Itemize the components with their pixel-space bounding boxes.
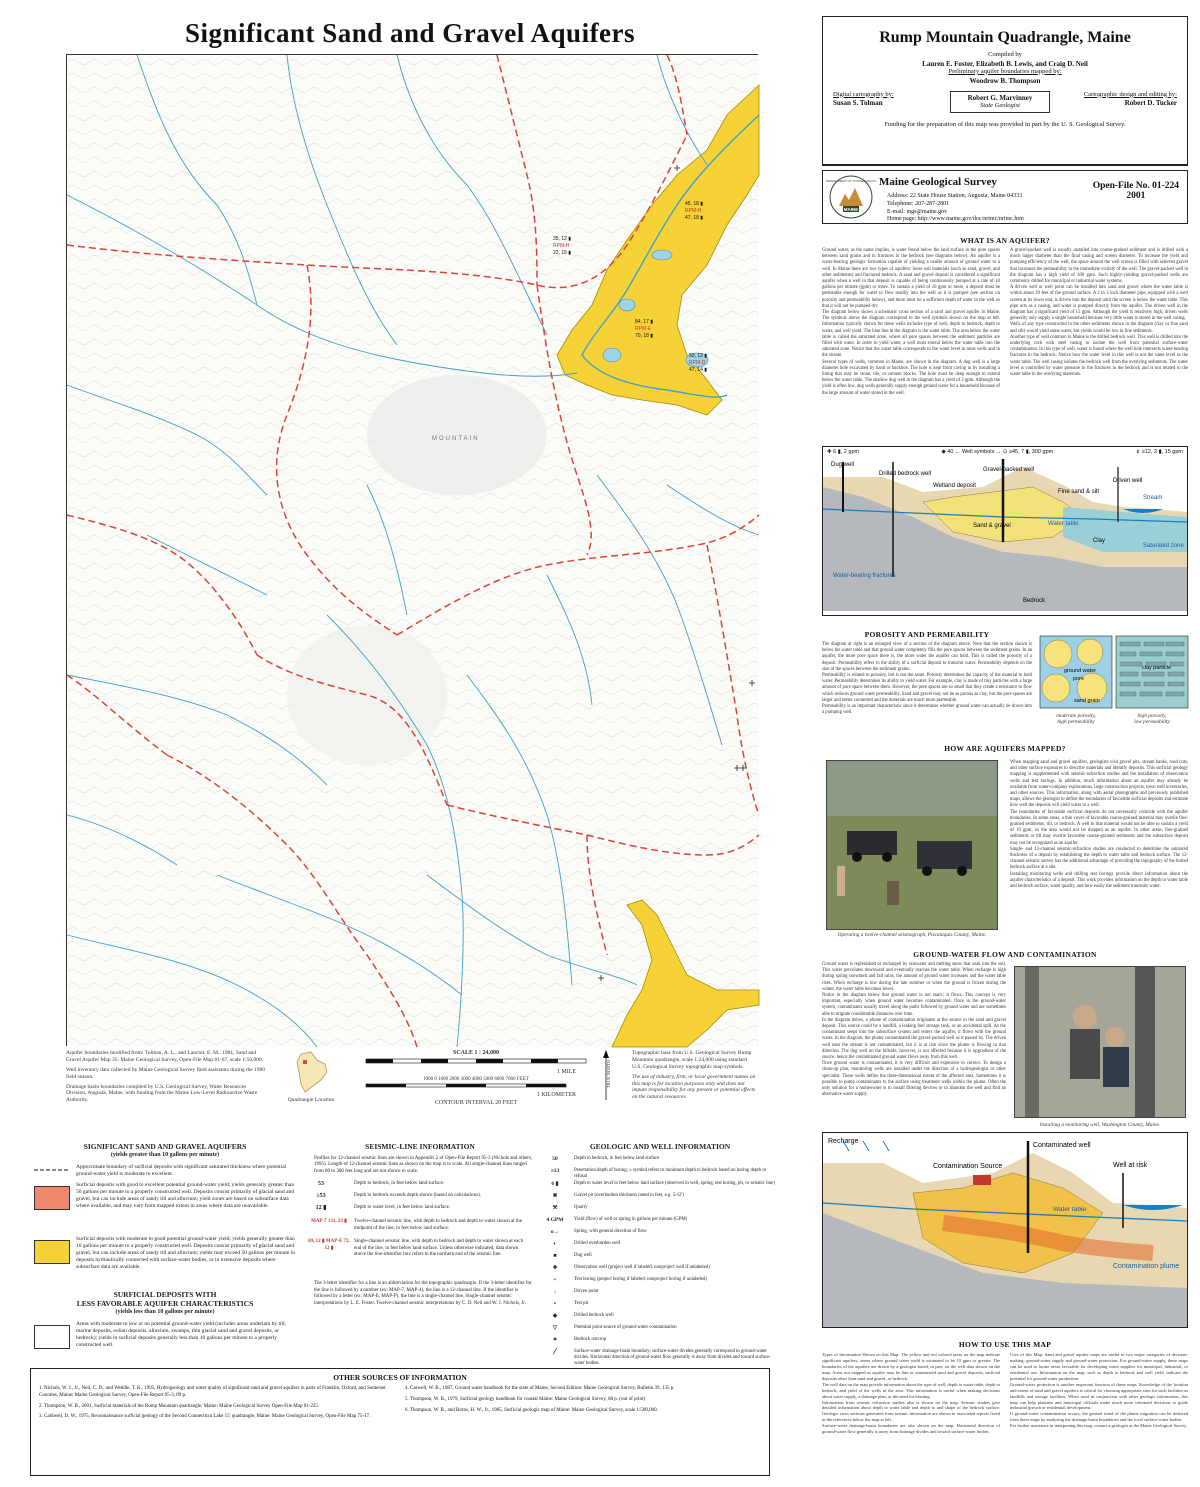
geo-row	[540, 1277, 780, 1288]
paragraph: A gravel-packed well is usually installed into coarse-grained sediment and is drilled with a much larger diameter than the final casing and screen diameter. To increase the yield and pumping efficiency of the well, the space around the well screen is filled with selected gravel that increases the permeability in the immediate vicinity of the well. The gravel-packed well in the diagram has a high yield of 300 gpm. Such highly-yielding gravel-packed wells are commonly drilled for municipal or industrial water systems.	[1010, 248, 1188, 285]
photo-scene	[1015, 967, 1185, 1117]
label-ground-water: ground water	[1064, 668, 1097, 674]
well-symbol-driven: ↡ ≥12, 2 ▮, 15 gpm	[1135, 449, 1183, 455]
geo-symbol: ≥13	[550, 1167, 560, 1174]
paragraph: The well data on the map provide information about the type of well, depth to water table, depth to bedrock, and yield of the wells in the area. This information is useful when making decisions about water supply, a drainage plan, or the need for blasting.	[822, 1381, 1000, 1399]
boundary-line-icon	[34, 1168, 70, 1172]
paragraph: Surface-water drainage-basin boundaries are also shown on the map. Horizontal direction of ground-water flow generally is away from drainage divides and toward surface-water bodies.	[822, 1423, 1000, 1435]
open-file-number: Open-File No. 01-224	[1092, 181, 1179, 191]
label-sand-gravel: Sand & gravel	[973, 523, 1011, 529]
hill-terrain	[287, 625, 447, 765]
paragraph: If ground-water contamination occurs, the general trend of the plume migration can be deduced from these maps by analyzing the drainage basin boundaries and the local surface-water bodies.	[1010, 1411, 1188, 1423]
geo-symbol: o→	[550, 1228, 560, 1235]
white-deposit-swatch	[34, 1325, 70, 1349]
how-to-col-2	[1010, 1352, 1188, 1429]
well-label[interactable]: 22, 15 ▮	[553, 250, 572, 256]
geologic-well-legend	[540, 1142, 780, 1364]
label-gravel-packed: Gravel-packed well	[983, 467, 1035, 473]
red-aquifer-swatch	[34, 1186, 70, 1210]
scale-bar-graphic	[366, 1058, 586, 1066]
seismic-row: Depth to bedrock, in feet below land surface.	[354, 1181, 445, 1187]
geo-row	[540, 1241, 780, 1252]
label-clay: Clay	[1093, 538, 1106, 544]
label-sand-grain: sand grain	[1074, 698, 1100, 704]
pond	[619, 299, 635, 311]
paragraph: When mapping sand and gravel aquifers, geologists visit gravel pits, stream banks, road cuts, and other surface exposures to describe materials and identify deposits. This surficial geology mapping is supplemented with seismic-refraction studies and the installation of observation wells and test borings. In addition, much information about an aquifer may already be available from water-company explorations, large construction projects, town well inventories, and other sources. This information, along with aerial photographs and previously published maps, allows the geologist to define the boundaries of favorable surficial deposits and estimate how well the deposits will yield water to a well.	[1010, 760, 1188, 809]
label-fractures: Water-bearing fractures	[833, 573, 896, 579]
label-recharge: Recharge	[828, 1138, 859, 1145]
geo-row	[540, 1313, 780, 1324]
disclaimer: The use of industry, firm, or local government names on this map is for location purposes only and does not impute responsibility for any present or potential effects on the natural resources.	[632, 1073, 756, 1101]
geo-row	[540, 1301, 780, 1312]
label-fine-sand: Fine sand & silt	[1058, 489, 1100, 495]
how-to-col-1	[822, 1352, 1000, 1435]
label-dug-well: Dug well	[831, 462, 855, 468]
seal-state: MAINE	[843, 207, 859, 212]
geo-row-text: Depth to water level in feet below land surface (observed in well, spring, test boring, pit, or seismic line)	[574, 1180, 775, 1186]
paragraph: Information from seismic refraction studies also is shown on the map. Seismic studies give detailed information about depth to water table and depth to and shape of the bedrock surface. Geologic cross sections generated from seismic information are shown in associated reports listed in the references below the map at left.	[822, 1399, 1000, 1423]
mgs-name: Maine Geological Survey	[879, 176, 997, 188]
state-geologist-name: Robert G. Marvinney	[967, 93, 1033, 102]
contamination-cross-section	[822, 1132, 1188, 1328]
cross-section-diagram	[823, 457, 1187, 611]
paragraph: Installing monitoring wells and drilling test borings provide direct information about the aquifer characteristics of a deposit. This work provides information on the depth to water table and bedrock surface, water quality, and how easily the sediment transmits water.	[1010, 871, 1188, 890]
legend-heading-2b: LESS FAVORABLE AQUIFER CHARACTERISTICS	[76, 1299, 254, 1309]
seismic-note: The 3-letter identifier for a line is an abbreviation for the topographic quadrangle. If the 3-letter identifier for the line is followed by a number (ex: MAP-7, MAP-4), the line is a 12-channel line. If the identifier is followed by a letter (ex: MAP-E, MAP-P), the line is a single-channel line. Single-channel seismic interpretations by L. E. Foster. Twelve-channel seismic interpretations by C. D. Neil and W. J. Nichols, Jr.	[314, 1281, 532, 1306]
geo-symbol: ✚	[552, 1264, 558, 1271]
paragraph: Ground-water protection is another important function of these maps. Knowledge of the location and extent of sand and gravel aquifers is critical for choosing appropriate sites for such facilities as landfills and storage facilities. When used in conjunction with other geologic information, this map can help planners and municipal officials make much more informed decisions to guide industrial growth or residential development.	[1010, 1381, 1188, 1411]
digital-label: Digital cartography by:	[833, 90, 894, 98]
geo-row-text: Quarry	[574, 1204, 588, 1210]
topographic-map[interactable]	[67, 55, 759, 1047]
geo-row	[540, 1325, 780, 1336]
digital-name: Susan S. Tolman	[833, 99, 883, 108]
legend-heading: SIGNIFICANT SAND AND GRAVEL AQUIFERS	[83, 1142, 247, 1151]
seismic-heading: SEISMIC-LINE INFORMATION	[365, 1142, 475, 1151]
well-label[interactable]: 50, 12 ▮	[689, 353, 708, 359]
geo-row-text: Penetration depth of boring; ≥ symbol refers to minimum depth to bedrock based on boring depth or refusal	[574, 1167, 767, 1179]
place-label: MOUNTAIN	[432, 436, 480, 442]
legend-sub-2: (yields less than 10 gallons per minute)	[115, 1309, 215, 1316]
paragraph: Permeability is related to porosity, but is not the same. Porosity determines the capacity of the material to hold water. Permeability determines its ability to yield water. For example, clay is made of tiny particles with a large amount of pore space between them. However, the pore spaces are so small that they create a resistance to flow which reduces ground water permeability. Sand and gravel may not be as porous as clay, but the pore spaces are larger and better connected and the materials are much more permeable.	[822, 673, 1032, 703]
mgs-address: Address: 22 State House Station, Augusta, Maine 04333	[887, 193, 1023, 199]
pond	[652, 250, 672, 260]
label-drilled-bedrock: Drilled bedrock well	[879, 471, 932, 477]
geo-row	[540, 1229, 780, 1240]
geo-symbol: ⚒	[552, 1204, 558, 1211]
geo-symbol: ■	[553, 1252, 557, 1259]
well-symbol-center: ◆ 40 ← Well symbols → ⊙ ≥45, 7 ▮, 300 gpm	[941, 449, 1054, 455]
compiled-by-label: Compiled by	[988, 51, 1022, 58]
label-contaminated-well: Contaminated well	[1033, 1142, 1091, 1149]
paragraph: Several types of wells, common in Maine, are shown in the diagram. A dug well is a large diameter hole excavated by hand or backhoe. The hole is kept from caving in by installing a lining that may be stone, tile, or cement blocks. The hole must be deep enough to extend below the water table. The shallow dug well in the diagram has a yield of 2 gpm. Although the yield is often low, dug wells generally supply enough ground water for a household because of the large amount of water stored in the well.	[822, 359, 1000, 396]
caption-left-1: moderate porosity,	[1056, 713, 1096, 719]
funding-note: Funding for the preparation of this map was provided in part by the U. S. Geological Survey.	[884, 121, 1126, 129]
caption-left-2: high permeability	[1057, 719, 1095, 725]
geo-row-text: Spring, with general direction of flow	[574, 1228, 647, 1234]
mapped-text	[1010, 760, 1188, 890]
paragraph: Ground water is replenished or recharged by rainwater and melting snow that soak into the soil. This water percolates downward and eventually reaches the water table. When recharge is high during spring snowmelt and fall rains, the amount of ground water increases and the water table rises. When recharge is low during the late summer or when the ground is frozen during the winter, the water table becomes lower.	[822, 962, 1006, 992]
scale-feet: 1000 0 1000 2000 3000 4000 5000 6000 7000 FEET	[423, 1076, 529, 1082]
well-symbol-dug: ✚ 6 ▮, 2 gpm	[827, 449, 860, 455]
seismograph-caption: Operating a twelve-channel seismograph, Piscataquis County, Maine.	[837, 932, 987, 938]
well-label[interactable]: 47, 18 ▮	[685, 215, 704, 221]
geo-symbol: 6 ▮	[551, 1180, 559, 1187]
what-is-aquifer-heading: WHAT IS AN AQUIFER?	[960, 236, 1050, 245]
reference: 4. Caswell, W. B., 1987, Ground water handbook for the state of Maine, Second Edition: Maine Geological Survey, Bulletin 39, 135 p.	[405, 1386, 675, 1391]
well-label[interactable]: 35, 12 ▮	[553, 236, 572, 242]
geo-row-text: Drilled bedrock well	[574, 1312, 614, 1318]
seismic-line-id[interactable]: RPM-E	[635, 326, 652, 332]
legend-red-text: Surficial deposits with good to excellent potential ground-water yield; yields generally greater than 50 gallons per minute to a properly constructed well. Deposits consist primarily of glacial sand and gravel, but can include areas of sandy till and alluvium; yield zones are based on subsurface data where available, and may vary from mapped extent in areas where data are unavailable.	[76, 1181, 295, 1209]
well-label[interactable]: 70, 18 ▮	[635, 333, 654, 339]
paragraph: The boundaries of favorable surficial deposits do not necessarily coincide with the aquifer boundaries. In some areas, a thin cover of favorable coarse-grained material may overlie fine-grained sediments, till, or bedrock. A well in that material would not be able to sustain a yield of 10 gpm, so the area would not be mapped as an aquifer. In other areas, fine-grained sediments or till may overlie favorable coarse-grained sediments and the subsurface deposit may not be recognized as an aquifer.	[1010, 809, 1188, 846]
seismic-sym-single: 69, 12 ▮ MAP-E 72, 12 ▮	[308, 1239, 350, 1251]
reference: 6. Thompson, W. B., and Borns, H. W., Jr., 1985, Surficial geologic map of Maine: Maine Geological Survey, scale 1:500,000.	[405, 1407, 658, 1413]
paragraph: Types of Information Shown on this Map: The yellow and red colored areas on the map indicate significant aquifers, zones where ground water yield is estimated to be 10 gpm or greater. The boundaries of the aquifers are drawn by a geologist based, in part, on the well data shown on the map. Areas not mapped as aquifer may be thin or unsaturated sand and gravel deposits, surficial deposits other than sand and gravel, or bedrock.	[822, 1352, 1000, 1381]
mgs-info-box	[822, 170, 1188, 224]
label-well-at-risk: Well at risk	[1113, 1162, 1148, 1169]
quad-title: Rump Mountain Quadrangle, Maine	[879, 29, 1131, 46]
label-water-table: Water table	[1053, 1206, 1086, 1213]
paragraph: In the diagram below, a plume of contamination originates at the source in the sand and gravel deposit. This source could be a landfill, a leaking fuel storage tank, or an accidental spill. As the contaminant seeps into the subsurface system and enters the aquifer, it flows with the ground water. In the diagram, the plume contaminated the gravel-packed well as it passed by. The driven well near the stream is not contaminated, but it is at risk since the plume is flowing in that direction. The dug well on the hillside, however, is not affected because it is upgradient of the source, hence the contaminated ground water flows away from this well.	[822, 1017, 1006, 1061]
label-clay-particle: clay particle	[1142, 665, 1172, 671]
paragraph: The diagram at right is an enlarged view of a section of the diagram above. Note that the section shown is below the water table and that ground water completely fills the pore spaces between the sediment grains. In an aquifer, the more pore space there is, the more water the aquifer can hold. This is called the porosity of a deposit. Permeability refers to the ability of a surficial deposit to transmit water. Permeability depends on the size of the spaces between the sediment grains.	[822, 642, 1032, 672]
yellow-aquifer-swatch	[34, 1240, 70, 1264]
reference: 2. Thompson, W. B., 2001, Surficial materials of the Rump Mountain quadrangle, Maine: Maine Geological Survey Open-File Map 01-225.	[39, 1403, 320, 1409]
geo-row	[540, 1349, 780, 1367]
paragraph: For further assistance in interpreting this map, contact a geologist at the Maine Geological Survey.	[1010, 1423, 1188, 1429]
other-sources-box	[30, 1368, 770, 1476]
porosity-text	[822, 642, 1032, 716]
paragraph: Permeability is an important characteristic since it determines whether ground water can actually be drawn into a pumping well.	[822, 704, 1032, 716]
mgs-email[interactable]: E-mail: mgs@maine.gov	[887, 208, 948, 215]
maine-seal-icon	[826, 174, 876, 220]
geo-symbol: ↓	[553, 1288, 557, 1295]
drainage-note: Drainage basin boundaries compiled by U.S. Geological Survey, Water Resources Division, Augusta, Maine, with funding from the Maine Low-Level Radioactive Waste Authority.	[66, 1083, 258, 1104]
scale-label: SCALE 1 : 24,000	[452, 1050, 499, 1056]
monitoring-well-photo	[1014, 966, 1186, 1118]
aquifer-cross-section	[822, 446, 1188, 616]
geo-row-text: Dug well	[574, 1252, 592, 1258]
seismic-sym-water: 12 ▮	[315, 1205, 327, 1212]
geo-symbol: ◐	[553, 1240, 557, 1247]
geo-symbol: ▪	[554, 1300, 556, 1307]
label-plume: Contamination plume	[1113, 1263, 1180, 1270]
maine-outline-icon	[291, 1050, 331, 1094]
geo-symbol: ▽	[552, 1324, 558, 1331]
geo-symbol: 50	[552, 1155, 558, 1162]
seismograph-photo	[826, 760, 998, 930]
geo-row	[540, 1193, 780, 1204]
geo-symbol: ✖	[552, 1192, 558, 1199]
scale-km: 1 KILOMETER	[536, 1092, 576, 1099]
state-geologist-title: State Geologist	[980, 101, 1020, 109]
geo-row-text: Drilled overburden well	[574, 1240, 621, 1246]
true-north-label: TRUE NORTH	[606, 1060, 611, 1089]
well-label[interactable]: 84, 17 ▮	[635, 319, 654, 325]
paragraph: Ground water, as the name implies, is water found below the land surface in the pore spaces between sand grains and in fractures in the bedrock (see diagrams below). An aquifer is a water-bearing geologic formation capable of yielding a usable amount of ground water to a well. In Maine there are two types of aquifers: loose soil materials (such as sand, gravel, and other sediments) and fractured bedrock. A sand and gravel deposit is considered a significant aquifer when a well in that deposit is capable of being continuously pumped at a rate of 10 gallons per minute (gpm) or more. To sustain a yield of 10 gpm or more, a deposit must be permeable enough for water to flow readily into the well as it is pumped (see section on porosity and permeability below), and there must be a sufficient depth of water in the well so that it will not be pumped dry.	[822, 248, 1000, 309]
geo-row-text: Bedrock outcrop	[574, 1336, 607, 1342]
flow-heading: GROUND-WATER FLOW AND CONTAMINATION	[913, 950, 1097, 959]
compilers: Lauren E. Foster, Elizabeth B. Lewis, and Craig D. Neil	[922, 59, 1088, 68]
seismic-row: Depth to water level, in feet below land surface.	[354, 1205, 451, 1211]
seismic-intro: Profiles for 12-channel seismic lines are shown in Appendix 2 of Open-File Report 95-3 (Nichols and others, 1995). Length of 12-channel seismic lines as shown on the map is to scale. All single-channel lines ranged from 80 to 300 feet long and are not shown to scale.	[314, 1155, 533, 1174]
seismic-row: Single-channel seismic line, with depth to bedrock and depth to water shown at each end of the line, in feet below land surface. Unless otherwise indicated, data shown above the line-identifier box refers to the northern end of the seismic line.	[354, 1239, 524, 1258]
paragraph: Once ground water is contaminated, it is very difficult and expensive to correct. To design a clean-up plan, monitoring wells are installed under the direction of a hydrogeologist or other specialist. These wells define the three-dimensional extent of the affected area. Sometimes it is possible to pump contaminants to the surface using treatment wells within the plume. Often the only solution for a homeowner is to install filtering devices or to abandon the well and find an alternative water supply.	[822, 1061, 1006, 1098]
contamination-diagram	[823, 1133, 1187, 1327]
geo-symbol: +	[553, 1276, 557, 1283]
map-marginalia	[66, 1050, 758, 1122]
seismic-sym-depth: 53	[318, 1181, 324, 1188]
label-saturated-zone: Saturated zone	[1143, 543, 1184, 549]
geo-row	[540, 1156, 780, 1167]
seismic-line-id[interactable]: RPM-H	[685, 208, 702, 214]
seismic-sym-exceeds: ≥53	[316, 1193, 326, 1200]
geo-row-text: Depth to bedrock, in feet below land surface	[574, 1155, 660, 1161]
label-pore: pore	[1073, 676, 1085, 682]
paragraph: A driven well or well point can be installed into sand and gravel where the water table is within about 20 feet of the ground surface. A 2 to 3 inch diameter pipe, equipped with a well screen at its lower end, is driven into the deposit until the screen is below the water table. This pipe acts as a casing, and water is pumped directly from the aquifer. The driven well in the diagram has a significant yield of 15 gpm. Although the yield is relatively high, driven wells generally only supply a single household because very little water is stored in the well casing.	[1010, 285, 1188, 322]
prelim-name: Woodrow B. Thompson	[969, 76, 1041, 85]
geo-symbol: ◆	[552, 1312, 558, 1319]
prelim-label: Preliminary aquifer boundaries mapped by:	[948, 67, 1062, 75]
legend-boundary-text: Approximate boundary of surficial deposits with significant saturated thickness where potential ground-water yield is moderate to excellent.	[76, 1163, 287, 1177]
geo-row-text: Driven point	[574, 1288, 599, 1294]
paragraph: Single- and 12-channel seismic-refraction studies are conducted to determine the saturated thickness of a deposit by establishing the depth to water table and bedrock surface. The 12-channel seismic survey has the additional advantage of providing the topography of the buried bedrock surface at a site.	[1010, 846, 1188, 871]
what-is-col-2	[1010, 248, 1188, 378]
label-wetland: Wetland deposit	[933, 483, 976, 489]
pond	[603, 348, 621, 362]
geo-row-text: Test pit	[574, 1300, 589, 1306]
geo-row-text: Potential point source of ground-water contamination	[574, 1324, 677, 1330]
paragraph: Another type of well common in Maine is the drilled bedrock well. This well is drilled into the underlying rock with steel casing to isolate the well from potential surface-water contamination. In this type of well, water is found where the well hole intersects water-bearing fractures in the bedrock. Notice how the water level in this well is not the same level as the water table. The well casing isolates the bedrock well from the overlying sediments. The water level is controlled by water pressure in the fractures in the bedrock and is not related to the water table in the overlying materials.	[1010, 334, 1188, 378]
seismic-row: Depth to bedrock exceeds depth shown (based on calculations).	[354, 1193, 482, 1199]
caption-right-1: high porosity,	[1137, 713, 1167, 719]
legend-white-text: Areas with moderate to low or no potential ground-water yield (includes areas underlain by till, marine deposits, eolian deposits, alluvium, swamps, thin glacial sand and gravel deposits, or bedrock); yields in surficial deposits generally less than 10 gallons per minute to a properly constructed well.	[76, 1320, 287, 1349]
map-title: Significant Sand and Gravel Aquifers	[184, 18, 636, 48]
carto-label: Cartographic design and editing by:	[1083, 90, 1177, 98]
label-driven-well: Driven well	[1113, 478, 1143, 484]
scale-mile: 1 MILE	[556, 1069, 576, 1075]
well-inventory-note: Well inventory data collected by Maine Geological Survey field assistants during the 1980 field season.	[66, 1066, 266, 1080]
what-is-col-1	[822, 248, 1000, 397]
caption-right-2: low permeability	[1134, 719, 1170, 725]
mapped-heading: HOW ARE AQUIFERS MAPPED?	[944, 744, 1066, 753]
open-file-year: 2001	[1126, 191, 1146, 201]
geo-row	[540, 1289, 780, 1300]
mgs-homepage[interactable]: Home page: http://www.maine.gov/doc/nrimc/nrimc.htm	[887, 216, 1024, 223]
seismic-legend	[306, 1142, 534, 1364]
pore-space-graphic	[1040, 636, 1188, 708]
label-contamination-source: Contamination Source	[933, 1163, 1003, 1170]
geo-row	[540, 1217, 780, 1228]
label-water-table: Water table	[1048, 521, 1079, 527]
geo-row	[540, 1265, 780, 1276]
porosity-diagram	[1040, 636, 1188, 728]
porosity-heading: POROSITY AND PERMEABILITY	[864, 630, 990, 639]
source-note: Aquifer boundaries modified from: Tolman, A. L., and Lanctot, E. M., 1981, Sand and Gravel Aquifer Map 35: Maine Geological Survey, Open-File Map 81-67, scale 1:50,000.	[66, 1050, 264, 1063]
other-sources-heading: OTHER SOURCES OF INFORMATION	[333, 1373, 467, 1382]
reference: 5. Thompson, W. B., 1979, Surficial geology handbook for coastal Maine: Maine Geological Survey, 68 p. (out of print)	[405, 1396, 646, 1402]
photo-scene	[827, 761, 997, 929]
geo-symbol: ╱	[553, 1348, 557, 1355]
geo-row-text: Test boring (project boring if labeled; nonproject boring if unlabeled)	[574, 1276, 708, 1282]
scale-bar	[326, 1050, 626, 1107]
seismic-sym-12ch: MAP-7 131, 23 ▮	[311, 1219, 347, 1225]
geo-heading: GEOLOGIC AND WELL INFORMATION	[589, 1142, 731, 1151]
mgs-telephone: Telephone: 207-287-2801	[887, 200, 950, 207]
geo-row-text: Observation well (project well if labeled; nonproject well if unlabeled)	[574, 1264, 710, 1270]
topo-base-note: Topographic base from U.S. Geological Survey Rump Mountain quadrangle, scale 1:24,000 using standard U.S. Geological Survey topographic map symbols.	[632, 1050, 752, 1070]
reference: 3. Caldwell, D. W., 1975, Reconnaissance surficial geology of the Second Connecticut Lake 15' quadrangle, Maine: Maine Geological Survey, Open-File Map 75-17.	[39, 1414, 371, 1420]
geo-row	[540, 1168, 780, 1180]
how-to-heading: HOW TO USE THIS MAP	[958, 1340, 1052, 1349]
seismic-line-id[interactable]: RPM-H	[553, 243, 570, 249]
seismic-line-id[interactable]: RPM-D	[689, 360, 706, 366]
geo-symbol: ✶	[552, 1336, 558, 1343]
geo-row	[540, 1181, 780, 1192]
well-label[interactable]: 47, 14 ▮	[689, 367, 708, 373]
north-arrow	[594, 1050, 618, 1118]
contour-interval: CONTOUR INTERVAL 20 FEET	[434, 1099, 518, 1106]
paragraph: The diagram below shows a schematic cross section of a sand and gravel aquifer in Maine. The symbols above the diagram correspond to the well symbols shown on the map at left. Information typically shown for these wells includes type of well, depth to bedrock, depth to water, and well yield. The blue line in the diagram is the water table. The area below the water table is called the saturated zone, where all pore spaces between the sediment particles are filled with water. In order to yield water, a well must extend below the water table into the saturated zone. Notice that the water table corresponds to the water level in most wells and in the stream.	[822, 310, 1000, 359]
seismic-row: Twelve-channel seismic line, with depth to bedrock and depth to water shown at the midpoint of the line, in feet below land surface.	[354, 1219, 522, 1231]
geo-symbol: 4 GPM	[546, 1216, 564, 1223]
carto-name: Robert D. Tucker	[1124, 99, 1177, 108]
map-panel[interactable]	[66, 54, 758, 1046]
monitoring-caption: Installing a monitoring well, Washington County, Maine.	[1039, 1122, 1161, 1128]
quad-location-label: Quadrangle Location	[287, 1096, 335, 1103]
legend-sub: (yields greater than 10 gallons per minute)	[110, 1151, 220, 1158]
geo-row	[540, 1205, 780, 1216]
geo-row-text: Surface-water drainage-basin boundary; surface-water divides generally correspond to ground-water divides. Horizontal direction of ground-water flow generally is away from divides and toward surface-water bodies.	[574, 1348, 771, 1366]
paragraph: Notice in the diagram below that ground water is not static; it flows. This concept is very important, especially when ground water becomes contaminated. Once in the ground-water system, contaminants usually travel along the paths followed by ground water and are sometimes able to migrate considerable distances over time.	[822, 993, 1006, 1017]
scale-bar-km	[366, 1083, 586, 1089]
reference: 1. Nichols, W. J., Jr., Neil, C. D., and Weddle, T. K., 1995, Hydrogeology and water quality of significant sand and gravel aquifers in parts of Franklin, Oxford, and Somerset Counties, Maine: Maine Geological Survey, Open-File Report 95-3, 89 p.	[39, 1386, 386, 1398]
legend-heading-2: SURFICIAL DEPOSITS WITH	[113, 1289, 217, 1299]
geo-row-text: Yield (flow) of well or spring in gallons per minute (GPM)	[574, 1216, 688, 1222]
label-stream: Stream	[1143, 495, 1163, 501]
geo-rows	[540, 1156, 780, 1367]
geo-row	[540, 1253, 780, 1264]
geo-row-text: Gravel pit (overburden thickness noted in feet, e.g. 5-12')	[574, 1192, 684, 1198]
legend-yellow-text: Surficial deposits with moderate to good potential ground-water yield; yields generally greater than 10 gallons per minute to a properly constructed well. Deposits consist primarily of glacial sand and gravel, but can include areas of sandy till and alluvium; yields may exceed 50 gallons per minute in deposits hydraulically connected with surface-water bodies, or in extensive deposits where subsurface data are available.	[76, 1235, 296, 1271]
aquifer-legend	[30, 1142, 300, 1362]
well-label[interactable]: 45, 18 ▮	[685, 201, 704, 207]
paragraph: Uses of this Map: Sand and gravel aquifer maps are useful in two major categories of decision-making: ground-water supply and ground-water protection. For ground-water supply, these maps can be used to locate areas favorable for developing water supplies for municipal, industrial, or residential use. Information on the map, such as depth to bedrock and well yield, indicate the potential for ground-water production.	[1010, 1352, 1188, 1381]
geo-row	[540, 1337, 780, 1348]
mountain-terrain	[367, 375, 547, 495]
paragraph: Wells of any type constructed in the other sediments shown in the diagram (clay or fine sand and silt) would yield some water, but yields would be low in fine sediments.	[1010, 322, 1188, 334]
seal-text: DEPARTMENT OF CONSERVATION	[826, 179, 876, 183]
title-block	[822, 16, 1188, 166]
flow-text	[822, 962, 1006, 1098]
label-bedrock: Bedrock	[1023, 598, 1046, 604]
